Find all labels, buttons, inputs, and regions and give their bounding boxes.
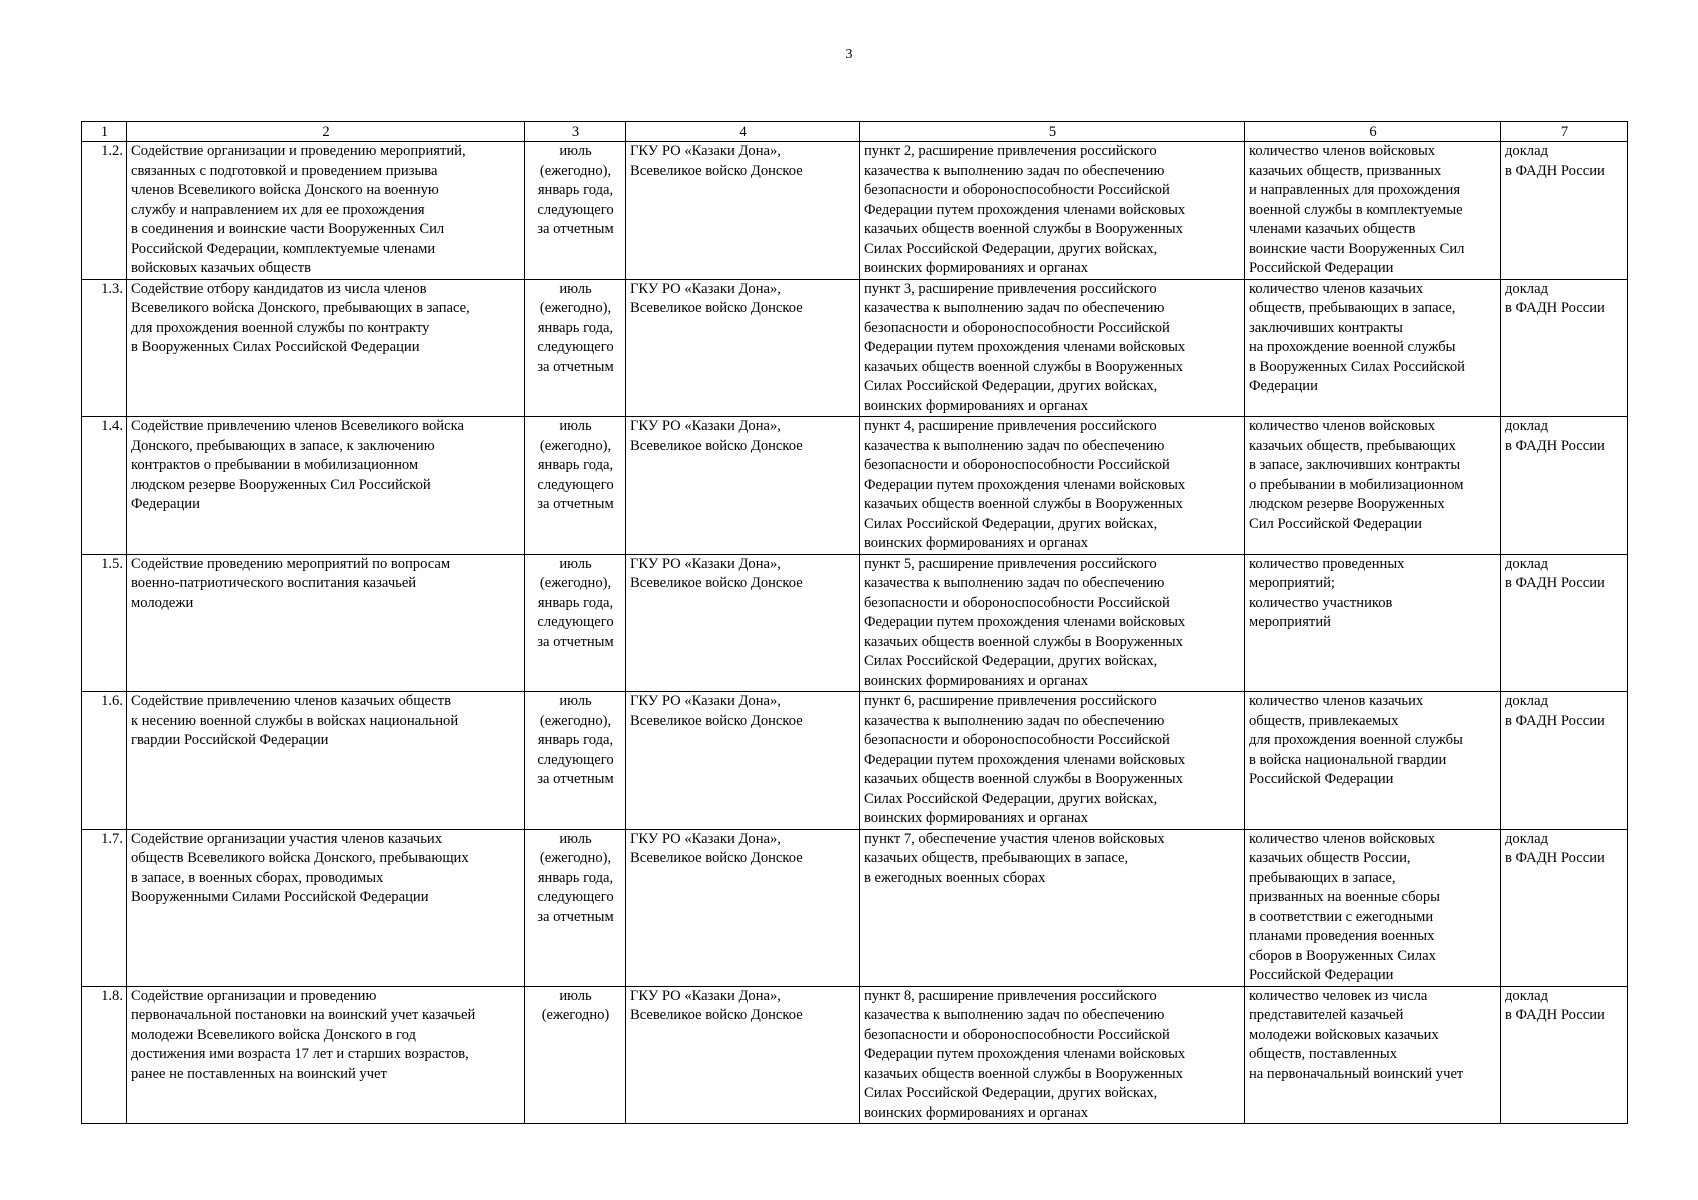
table-header xyxy=(82,122,1628,142)
table-row xyxy=(82,692,1628,830)
deadline-cell: июль (ежегодно), январь года, следующего за отчетным xyxy=(525,417,626,555)
report-cell: доклад в ФАДН России xyxy=(1501,142,1628,280)
column-header-4: 4 xyxy=(626,122,860,142)
activity-cell: Содействие проведению мероприятий по вопросам военно-патриотического воспитания казачьей молодежи xyxy=(127,554,525,692)
column-header-6: 6 xyxy=(1245,122,1501,142)
page-number: 3 xyxy=(845,47,853,62)
strategy-link-cell: пункт 5, расширение привлечения российского казачества к выполнению задач по обеспечению безопасности и обороноспособности Российской Федерации путем прохождения членами войсковых казачьих обществ военной службы в Вооруженных Силах Российской Федерации, других войсках, воинских формированиях и органах xyxy=(860,554,1245,692)
report-cell: доклад в ФАДН России xyxy=(1501,829,1628,986)
indicator-cell: количество членов казачьих обществ, пребывающих в запасе, заключивших контракты на прохождение военной службы в Вооруженных Силах Российской Федерации xyxy=(1245,279,1501,417)
deadline-cell: июль (ежегодно), январь года, следующего за отчетным xyxy=(525,692,626,830)
row-number: 1.7. xyxy=(82,829,127,986)
deadline-cell: июль (ежегодно), январь года, следующего за отчетным xyxy=(525,142,626,280)
table-row xyxy=(82,279,1628,417)
table-row xyxy=(82,554,1628,692)
executor-cell: ГКУ РО «Казаки Дона», Всевеликое войско Донское xyxy=(626,554,860,692)
table-row xyxy=(82,417,1628,555)
indicator-cell: количество членов казачьих обществ, привлекаемых для прохождения военной службы в войска национальной гвардии Российской Федерации xyxy=(1245,692,1501,830)
indicator-cell: количество членов войсковых казачьих обществ России, пребывающих в запасе, призванных на военные сборы в соответствии с ежегодными планами проведения военных сборов в Вооруженных Силах Российской Федерации xyxy=(1245,829,1501,986)
executor-cell: ГКУ РО «Казаки Дона», Всевеликое войско Донское xyxy=(626,142,860,280)
executor-cell: ГКУ РО «Казаки Дона», Всевеликое войско Донское xyxy=(626,829,860,986)
row-number: 1.5. xyxy=(82,554,127,692)
activity-cell: Содействие организации участия членов казачьих обществ Всевеликого войска Донского, пребывающих в запасе, в военных сборах, проводимых Вооруженными Силами Российской Федерации xyxy=(127,829,525,986)
executor-cell: ГКУ РО «Казаки Дона», Всевеликое войско Донское xyxy=(626,417,860,555)
strategy-link-cell: пункт 8, расширение привлечения российского казачества к выполнению задач по обеспечению безопасности и обороноспособности Российской Федерации путем прохождения членами войсковых казачьих обществ военной службы в Вооруженных Силах Российской Федерации, других войсках, воинских формированиях и органах xyxy=(860,986,1245,1124)
activity-plan-table xyxy=(81,121,1628,1124)
table-row xyxy=(82,829,1628,986)
executor-cell: ГКУ РО «Казаки Дона», Всевеликое войско Донское xyxy=(626,986,860,1124)
activity-cell: Содействие организации и проведению первоначальной постановки на воинский учет казачьей молодежи Всевеликого войска Донского в год достижения ими возраста 17 лет и старших возрастов, ранее не поставленных на воинский учет xyxy=(127,986,525,1124)
row-number: 1.8. xyxy=(82,986,127,1124)
deadline-cell: июль (ежегодно), январь года, следующего за отчетным xyxy=(525,279,626,417)
report-cell: доклад в ФАДН России xyxy=(1501,986,1628,1124)
table-row xyxy=(82,986,1628,1124)
column-header-1: 1 xyxy=(82,122,127,142)
report-cell: доклад в ФАДН России xyxy=(1501,692,1628,830)
row-number: 1.4. xyxy=(82,417,127,555)
deadline-cell: июль (ежегодно), январь года, следующего за отчетным xyxy=(525,554,626,692)
report-cell: доклад в ФАДН России xyxy=(1501,417,1628,555)
strategy-link-cell: пункт 4, расширение привлечения российского казачества к выполнению задач по обеспечению безопасности и обороноспособности Российской Федерации путем прохождения членами войсковых казачьих обществ военной службы в Вооруженных Силах Российской Федерации, других войсках, воинских формированиях и органах xyxy=(860,417,1245,555)
table-body xyxy=(82,142,1628,1124)
activity-cell: Содействие организации и проведению мероприятий, связанных с подготовкой и проведением призыва членов Всевеликого войска Донского на военную службу и направлением их для ее прохождения в соединения и воинские части Вооруженных Сил Российской Федерации, комплектуемые членами войсковых казачьих обществ xyxy=(127,142,525,280)
strategy-link-cell: пункт 6, расширение привлечения российского казачества к выполнению задач по обеспечению безопасности и обороноспособности Российской Федерации путем прохождения членами войсковых казачьих обществ военной службы в Вооруженных Силах Российской Федерации, других войсках, воинских формированиях и органах xyxy=(860,692,1245,830)
executor-cell: ГКУ РО «Казаки Дона», Всевеликое войско Донское xyxy=(626,692,860,830)
activity-cell: Содействие привлечению членов казачьих обществ к несению военной службы в войсках национальной гвардии Российской Федерации xyxy=(127,692,525,830)
activity-cell: Содействие отбору кандидатов из числа членов Всевеликого войска Донского, пребывающих в запасе, для прохождения военной службы по контракту в Вооруженных Силах Российской Федерации xyxy=(127,279,525,417)
report-cell: доклад в ФАДН России xyxy=(1501,279,1628,417)
column-header-2: 2 xyxy=(127,122,525,142)
column-header-5: 5 xyxy=(860,122,1245,142)
strategy-link-cell: пункт 2, расширение привлечения российского казачества к выполнению задач по обеспечению безопасности и обороноспособности Российской Федерации путем прохождения членами войсковых казачьих обществ военной службы в Вооруженных Силах Российской Федерации, других войсках, воинских формированиях и органах xyxy=(860,142,1245,280)
report-cell: доклад в ФАДН России xyxy=(1501,554,1628,692)
indicator-cell: количество проведенных мероприятий; количество участников мероприятий xyxy=(1245,554,1501,692)
strategy-link-cell: пункт 3, расширение привлечения российского казачества к выполнению задач по обеспечению безопасности и обороноспособности Российской Федерации путем прохождения членами войсковых казачьих обществ военной службы в Вооруженных Силах Российской Федерации, других войсках, воинских формированиях и органах xyxy=(860,279,1245,417)
deadline-cell: июль (ежегодно) xyxy=(525,986,626,1124)
strategy-link-cell: пункт 7, обеспечение участия членов войсковых казачьих обществ, пребывающих в запасе, в ежегодных военных сборах xyxy=(860,829,1245,986)
row-number: 1.6. xyxy=(82,692,127,830)
row-number: 1.3. xyxy=(82,279,127,417)
row-number: 1.2. xyxy=(82,142,127,280)
indicator-cell: количество членов войсковых казачьих обществ, призванных и направленных для прохождения военной службы в комплектуемые членами казачьих обществ воинские части Вооруженных Сил Российской Федерации xyxy=(1245,142,1501,280)
deadline-cell: июль (ежегодно), январь года, следующего за отчетным xyxy=(525,829,626,986)
header-row xyxy=(82,122,1628,142)
executor-cell: ГКУ РО «Казаки Дона», Всевеликое войско Донское xyxy=(626,279,860,417)
indicator-cell: количество человек из числа представителей казачьей молодежи войсковых казачьих обществ, поставленных на первоначальный воинский учет xyxy=(1245,986,1501,1124)
indicator-cell: количество членов войсковых казачьих обществ, пребывающих в запасе, заключивших контракты о пребывании в мобилизационном людском резерве Вооруженных Сил Российской Федерации xyxy=(1245,417,1501,555)
column-header-7: 7 xyxy=(1501,122,1628,142)
table-row xyxy=(82,142,1628,280)
activity-cell: Содействие привлечению членов Всевеликого войска Донского, пребывающих в запасе, к заключению контрактов о пребывании в мобилизационном людском резерве Вооруженных Сил Российской Федерации xyxy=(127,417,525,555)
column-header-3: 3 xyxy=(525,122,626,142)
